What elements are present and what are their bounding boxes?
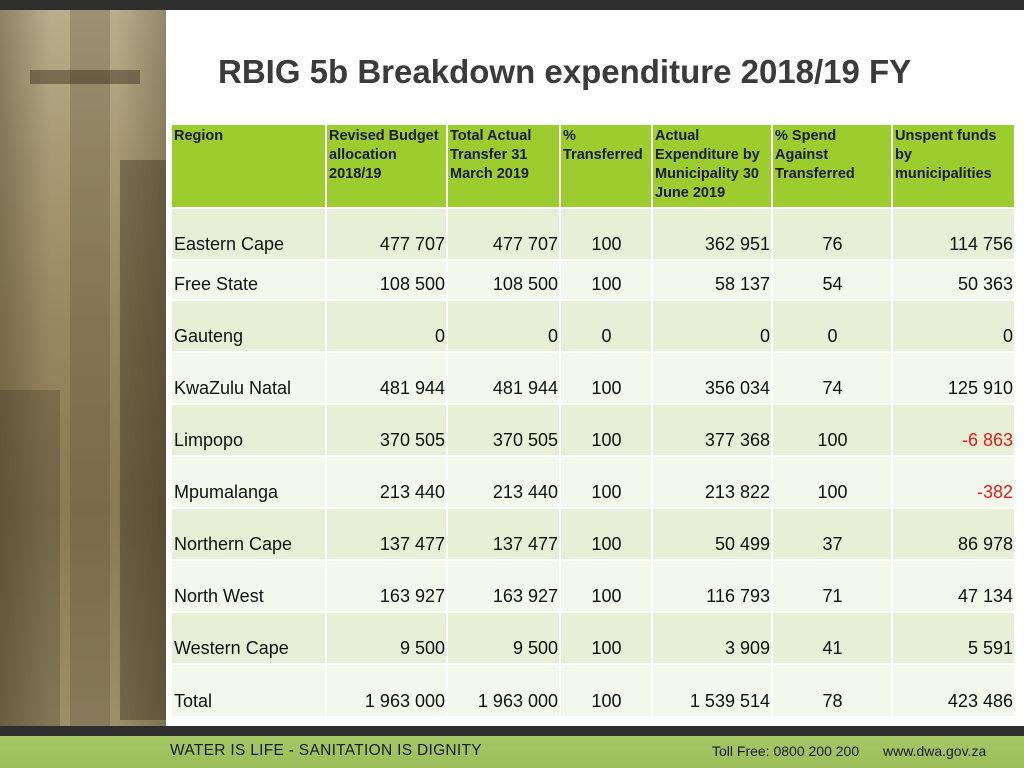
table-row xyxy=(172,612,1014,664)
expenditure-table xyxy=(172,125,1014,716)
table-row xyxy=(172,300,1014,352)
cell-percent-transferred: 100 xyxy=(560,352,652,404)
cell-percent-transferred: 100 xyxy=(560,612,652,664)
cell-actual-expenditure: 377 368 xyxy=(652,404,772,456)
cell-unspent-funds: 114 756 xyxy=(892,208,1014,260)
cell-region: Mpumalanga xyxy=(172,456,326,508)
cell-actual-expenditure: 362 951 xyxy=(652,208,772,260)
header-total-transfer: Total Actual Transfer 31 March 2019 xyxy=(447,125,560,208)
table-row xyxy=(172,352,1014,404)
cell-unspent-funds: 423 486 xyxy=(892,664,1014,716)
cell-unspent-funds: 0 xyxy=(892,300,1014,352)
cell-percent-spend: 41 xyxy=(772,612,892,664)
cell-total-transfer: 9 500 xyxy=(447,612,560,664)
table-header-row xyxy=(172,125,1014,208)
table-row xyxy=(172,260,1014,300)
cell-percent-spend: 0 xyxy=(772,300,892,352)
cell-unspent-funds: -6 863 xyxy=(892,404,1014,456)
table-row xyxy=(172,508,1014,560)
cell-total-transfer: 477 707 xyxy=(447,208,560,260)
cell-actual-expenditure: 0 xyxy=(652,300,772,352)
table-row xyxy=(172,456,1014,508)
cell-revised-budget: 137 477 xyxy=(326,508,447,560)
cell-revised-budget: 9 500 xyxy=(326,612,447,664)
header-actual-expenditure: Actual Expenditure by Municipality 30 June 2019 xyxy=(652,125,772,208)
cell-total-transfer: 137 477 xyxy=(447,508,560,560)
cell-revised-budget: 0 xyxy=(326,300,447,352)
cell-unspent-funds: -382 xyxy=(892,456,1014,508)
table-row xyxy=(172,560,1014,612)
footer-bar xyxy=(0,726,1024,768)
cell-percent-transferred: 100 xyxy=(560,560,652,612)
cell-percent-spend: 37 xyxy=(772,508,892,560)
cell-region: Northern Cape xyxy=(172,508,326,560)
cell-total-transfer: 108 500 xyxy=(447,260,560,300)
cell-percent-transferred: 0 xyxy=(560,300,652,352)
cell-total-transfer: 0 xyxy=(447,300,560,352)
cell-unspent-funds: 50 363 xyxy=(892,260,1014,300)
cell-region: Limpopo xyxy=(172,404,326,456)
cell-percent-transferred: 100 xyxy=(560,404,652,456)
decorative-side-photo xyxy=(0,10,166,726)
cell-total-transfer: 213 440 xyxy=(447,456,560,508)
top-border xyxy=(0,0,1024,10)
cell-region: Total xyxy=(172,664,326,716)
cell-revised-budget: 477 707 xyxy=(326,208,447,260)
header-region: Region xyxy=(172,125,326,208)
cell-total-transfer: 163 927 xyxy=(447,560,560,612)
cell-revised-budget: 481 944 xyxy=(326,352,447,404)
cell-unspent-funds: 86 978 xyxy=(892,508,1014,560)
cell-region: Eastern Cape xyxy=(172,208,326,260)
cell-actual-expenditure: 50 499 xyxy=(652,508,772,560)
header-revised-budget: Revised Budget allocation 2018/19 xyxy=(326,125,447,208)
header-percent-spend: % Spend Against Transferred xyxy=(772,125,892,208)
header-percent-transferred: % Transferred xyxy=(560,125,652,208)
cell-actual-expenditure: 3 909 xyxy=(652,612,772,664)
cell-percent-transferred: 100 xyxy=(560,208,652,260)
cell-unspent-funds: 5 591 xyxy=(892,612,1014,664)
cell-actual-expenditure: 116 793 xyxy=(652,560,772,612)
cell-actual-expenditure: 356 034 xyxy=(652,352,772,404)
slide-title: RBIG 5b Breakdown expenditure 2018/19 FY xyxy=(218,53,912,90)
footer-website[interactable]: www.dwa.gov.za xyxy=(883,743,987,759)
cell-unspent-funds: 47 134 xyxy=(892,560,1014,612)
cell-percent-transferred: 100 xyxy=(560,508,652,560)
cell-actual-expenditure: 58 137 xyxy=(652,260,772,300)
table-row xyxy=(172,208,1014,260)
cell-percent-spend: 71 xyxy=(772,560,892,612)
cell-percent-spend: 100 xyxy=(772,456,892,508)
table-row xyxy=(172,404,1014,456)
cell-revised-budget: 163 927 xyxy=(326,560,447,612)
cell-region: Free State xyxy=(172,260,326,300)
cell-unspent-funds: 125 910 xyxy=(892,352,1014,404)
cell-percent-transferred: 100 xyxy=(560,260,652,300)
cell-percent-transferred: 100 xyxy=(560,456,652,508)
cell-actual-expenditure: 213 822 xyxy=(652,456,772,508)
cell-region: KwaZulu Natal xyxy=(172,352,326,404)
cell-revised-budget: 370 505 xyxy=(326,404,447,456)
cell-actual-expenditure: 1 539 514 xyxy=(652,664,772,716)
cell-region: North West xyxy=(172,560,326,612)
cell-total-transfer: 1 963 000 xyxy=(447,664,560,716)
cell-revised-budget: 108 500 xyxy=(326,260,447,300)
cell-revised-budget: 1 963 000 xyxy=(326,664,447,716)
cell-percent-transferred: 100 xyxy=(560,664,652,716)
cell-percent-spend: 100 xyxy=(772,404,892,456)
cell-region: Gauteng xyxy=(172,300,326,352)
cell-region: Western Cape xyxy=(172,612,326,664)
cell-percent-spend: 54 xyxy=(772,260,892,300)
cell-total-transfer: 370 505 xyxy=(447,404,560,456)
cell-percent-spend: 76 xyxy=(772,208,892,260)
cell-percent-spend: 78 xyxy=(772,664,892,716)
cell-revised-budget: 213 440 xyxy=(326,456,447,508)
table-total-row xyxy=(172,664,1014,716)
cell-percent-spend: 74 xyxy=(772,352,892,404)
header-unspent-funds: Unspent funds by municipalities xyxy=(892,125,1014,208)
footer-slogan: WATER IS LIFE - SANITATION IS DIGNITY xyxy=(170,742,482,759)
footer-toll-free: Toll Free: 0800 200 200 xyxy=(712,743,860,759)
cell-total-transfer: 481 944 xyxy=(447,352,560,404)
